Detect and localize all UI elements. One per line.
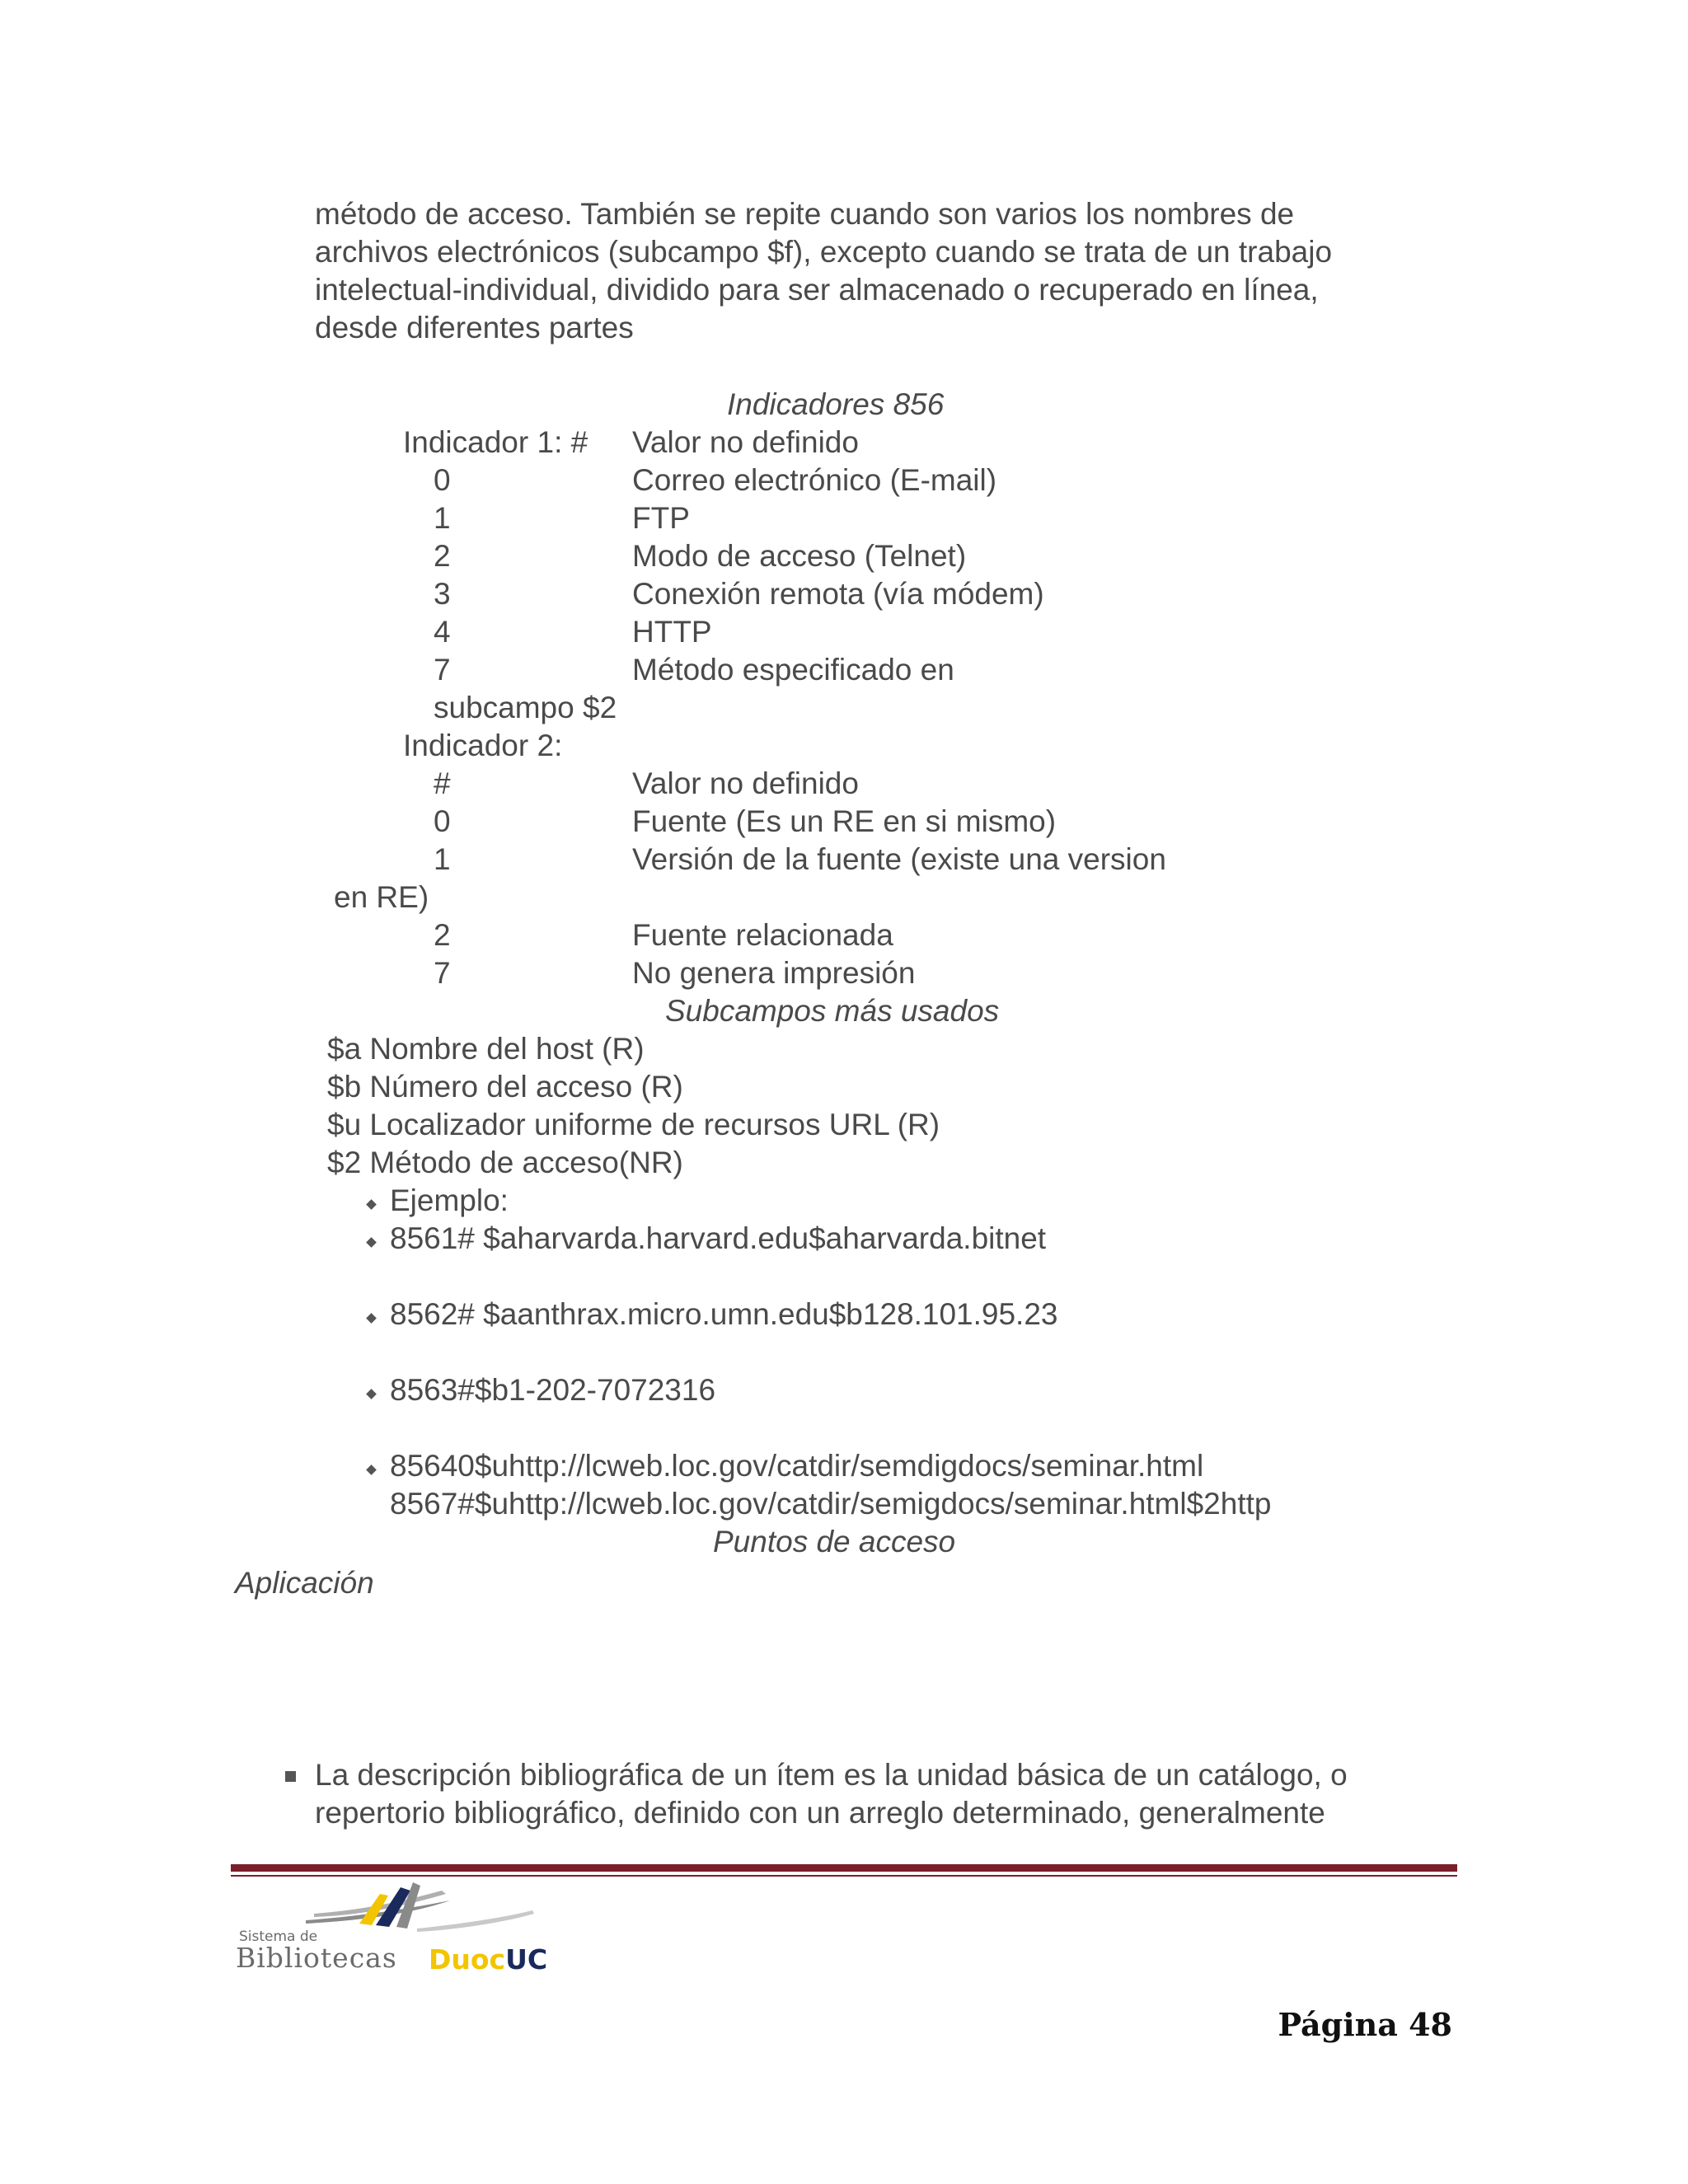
indicator-desc: Valor no definido	[632, 766, 859, 800]
indicator-desc: Versión de la fuente (existe una version	[632, 842, 1166, 876]
example-item: 85640$uhttp://lcweb.loc.gov/catdir/semdigdocs/seminar.html	[390, 1449, 1204, 1483]
indicator-desc: Método especificado en	[632, 653, 954, 687]
indicator-code: 7	[434, 653, 451, 687]
diamond-bullet-icon	[366, 1389, 377, 1399]
logo-duoc-text: Duoc	[429, 1943, 506, 1975]
indicator-code: 1	[434, 842, 451, 876]
square-bullet-icon	[285, 1771, 296, 1782]
subcampo-item: $2 Método de acceso(NR)	[327, 1146, 683, 1179]
heading-indicadores: Indicadores 856	[727, 387, 945, 421]
final-paragraph-line: repertorio bibliográfico, definido con un arreglo determinado, generalmente	[315, 1796, 1325, 1830]
example-item: 8561# $aharvarda.harvard.edu$aharvarda.bitnet	[390, 1221, 1047, 1255]
indicator-code: #	[434, 766, 451, 800]
indicator-desc: Fuente (Es un RE en si mismo)	[632, 804, 1057, 838]
page-number: Página 48	[1278, 2006, 1452, 2043]
diamond-bullet-icon	[366, 1313, 377, 1324]
duoc-library-logo	[236, 1877, 582, 1976]
example-item: 8562# $aanthrax.micro.umn.edu$b128.101.95.23	[390, 1297, 1058, 1331]
example-continuation: 8567#$uhttp://lcweb.loc.gov/catdir/semigdocs/seminar.html$2http	[390, 1487, 1272, 1521]
indicator-desc: HTTP	[632, 615, 712, 649]
subcampo-item: $b Número del acceso (R)	[327, 1070, 683, 1104]
logo-text-sistema: Sistema de	[239, 1929, 318, 1945]
indicador1-label: Indicador 1: #	[403, 425, 588, 459]
footer-rule-thick	[231, 1864, 1457, 1872]
example-item: 8563#$b1-202-7072316	[390, 1373, 716, 1407]
example-item: Ejemplo:	[390, 1183, 509, 1217]
indicator-code: 3	[434, 577, 451, 611]
indicator-desc: Fuente relacionada	[632, 918, 893, 952]
subcampo-item: $u Localizador uniforme de recursos URL (R)	[327, 1108, 940, 1141]
heading-puntos-acceso: Puntos de acceso	[713, 1525, 956, 1558]
paragraph-line: desde diferentes partes	[315, 311, 634, 344]
indicator-continuation: subcampo $2	[434, 691, 617, 724]
indicador1-desc: Valor no definido	[632, 425, 859, 459]
subcampo-item: $a Nombre del host (R)	[327, 1032, 645, 1066]
indicator-desc: FTP	[632, 501, 690, 535]
indicator-code: 2	[434, 918, 451, 952]
indicator-code: 0	[434, 463, 451, 497]
paragraph-line: intelectual-individual, dividido para ser almacenado o recuperado en línea,	[315, 273, 1319, 307]
indicator-code: 1	[434, 501, 451, 535]
indicator-code: 7	[434, 956, 451, 990]
indicador2-label: Indicador 2:	[403, 729, 563, 762]
indicator-code: 2	[434, 539, 451, 573]
paragraph-line: método de acceso. También se repite cuando son varios los nombres de	[315, 197, 1295, 231]
diamond-bullet-icon	[366, 1199, 377, 1210]
indicator-desc: Conexión remota (vía módem)	[632, 577, 1044, 611]
diamond-bullet-icon	[366, 1237, 377, 1248]
indicator-desc: Modo de acceso (Telnet)	[632, 539, 967, 573]
logo-uc-text: UC	[505, 1943, 548, 1975]
indicator-continuation: en RE)	[334, 880, 429, 914]
footer-rule-thin	[231, 1875, 1457, 1877]
heading-subcampos: Subcampos más usados	[665, 994, 1000, 1028]
diamond-bullet-icon	[366, 1465, 377, 1475]
indicator-desc: No genera impresión	[632, 956, 916, 990]
heading-aplicacion: Aplicación	[235, 1566, 374, 1600]
final-paragraph-line: La descripción bibliográfica de un ítem es la unidad básica de un catálogo, o	[315, 1758, 1348, 1792]
indicator-code: 4	[434, 615, 451, 649]
logo-text-bibliotecas: Bibliotecas	[236, 1942, 397, 1974]
paragraph-line: archivos electrónicos (subcampo $f), excepto cuando se trata de un trabajo	[315, 235, 1333, 269]
indicator-code: 0	[434, 804, 451, 838]
logo-duocuc	[429, 1943, 547, 1975]
indicator-desc: Correo electrónico (E-mail)	[632, 463, 997, 497]
